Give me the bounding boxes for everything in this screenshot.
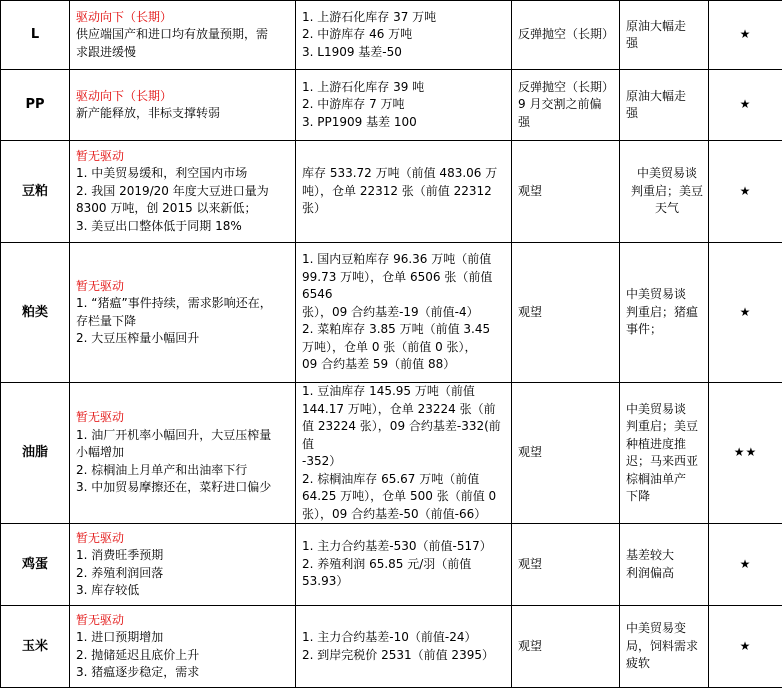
driver-label: 暂无驱动 (76, 278, 125, 293)
logic-line: 供应端国产和进口均有放量预期，需 (76, 27, 269, 42)
data-line: 1. 豆油库存 145.95 万吨（前值 (302, 384, 475, 398)
rating-stars: ★ (709, 141, 782, 243)
data-line: 09 合约基差 59（前值 88） (302, 357, 456, 372)
logic-line: 存栏量下降 (76, 313, 137, 328)
strategy-view-cell (512, 141, 620, 243)
data-line: 吨），仓单 22312 张（前值 22312 (302, 183, 492, 198)
rating-stars: ★ (709, 1, 782, 70)
data-line: 值 23224 张），09 合约基差-332(前值 (302, 419, 501, 451)
view-line: 反弹抛空（长期） (518, 27, 615, 42)
risk-cell (620, 606, 709, 688)
risk-line: 原油大幅走 (626, 18, 687, 33)
data-line: 2. 到岸完税价 2531（前值 2395） (302, 647, 494, 662)
commodity-name-cell: 豆粕 (1, 141, 70, 243)
driver-logic-cell (70, 141, 296, 243)
strategy-view-cell (512, 606, 620, 688)
commodity-name-cell: L (1, 1, 70, 70)
strategy-view-cell (512, 243, 620, 383)
risk-line: 利润偏高 (626, 565, 675, 580)
logic-line: 2. 我国 2019/20 年度大豆进口量为 (76, 183, 269, 198)
data-line: 库存 533.72 万吨（前值 483.06 万 (302, 166, 498, 181)
table-row (1, 606, 782, 688)
risk-line: 强 (626, 106, 639, 120)
risk-line: 中美贸易变 (626, 621, 687, 636)
risk-line: 原油大幅走 (626, 88, 687, 103)
table-row (1, 524, 782, 606)
view-line: 观望 (518, 183, 543, 198)
data-line: 1. 主力合约基差-530（前值-517） (302, 539, 492, 554)
data-line: 1. 上游石化库存 39 吨 (302, 79, 425, 94)
risk-line: 中美贸易谈 (626, 287, 687, 302)
table-row (1, 1, 782, 70)
data-line: 2. 中游库存 7 万吨 (302, 97, 405, 112)
logic-line: 3. 库存较低 (76, 583, 140, 597)
data-line: 张），09 合约基差-50（前值-66） (302, 506, 487, 521)
logic-line: 8300 万吨，创 2015 以来新低； (76, 201, 257, 216)
risk-line: 判重启；美豆 (626, 419, 699, 433)
logic-line: 1. “猪瘟”事件持续，需求影响还在， (76, 296, 272, 310)
commodity-name-cell: 油脂 (1, 383, 70, 524)
data-line: 1. 主力合约基差-10（前值-24） (302, 630, 477, 644)
risk-line: 种植进度推 (626, 436, 687, 451)
view-line: 反弹抛空（长期） (518, 79, 615, 94)
rating-stars: ★ (709, 243, 782, 383)
driver-logic-cell (70, 524, 296, 606)
risk-line: 局，饲料需求 (626, 638, 699, 653)
fundamental-data-cell (296, 1, 512, 70)
driver-logic-cell (70, 383, 296, 524)
data-line: 3. PP1909 基差 100 (302, 114, 417, 129)
logic-line: 3. 中加贸易摩擦还在，菜籽进口偏少 (76, 480, 272, 495)
view-line: 9 月交割之前偏 (518, 97, 602, 112)
table-body (1, 1, 782, 688)
commodity-name-cell: PP (1, 70, 70, 141)
risk-line: 判重启；美豆 (630, 183, 703, 198)
strategy-view-cell (512, 70, 620, 141)
fundamental-data-cell (296, 243, 512, 383)
rating-stars: ★★ (709, 383, 782, 524)
logic-line: 1. 中美贸易缓和，利空国内市场 (76, 166, 248, 181)
risk-cell (620, 141, 709, 243)
data-line: 张） (302, 201, 327, 216)
risk-line: 中美贸易谈 (636, 166, 697, 181)
driver-label: 驱动向下（长期） (76, 9, 173, 24)
logic-line: 2. 棕榈油上月单产和出油率下行 (76, 462, 248, 477)
commodity-name-cell: 玉米 (1, 606, 70, 688)
fundamental-data-cell (296, 524, 512, 606)
driver-label: 暂无驱动 (76, 612, 125, 627)
logic-line: 3. 猪瘟逐步稳定，需求 (76, 665, 200, 679)
logic-line: 1. 进口预期增加 (76, 630, 164, 644)
risk-line: 中美贸易谈 (626, 401, 687, 416)
data-line: 2. 养殖利润 65.85 元/羽（前值 (302, 556, 472, 571)
risk-cell (620, 524, 709, 606)
table-row (1, 70, 782, 141)
view-line: 观望 (518, 556, 543, 571)
risk-line: 棕榈油单产 (626, 471, 687, 486)
data-line: 144.17 万吨），仓单 23224 张（前 (302, 401, 496, 416)
driver-label: 暂无驱动 (76, 530, 125, 545)
data-line: 1. 国内豆粕库存 96.36 万吨（前值 (302, 252, 492, 267)
risk-line: 下降 (626, 489, 651, 503)
logic-line: 小幅增加 (76, 445, 125, 460)
logic-line: 1. 消费旺季预期 (76, 548, 164, 562)
driver-label: 驱动向下（长期） (76, 88, 173, 103)
rating-stars: ★ (709, 524, 782, 606)
table-row (1, 383, 782, 524)
risk-line: 迟；马来西亚 (626, 454, 699, 468)
logic-line: 求跟进缓慢 (76, 44, 137, 59)
strategy-view-cell (512, 1, 620, 70)
rating-stars: ★ (709, 70, 782, 141)
data-line: -352） (302, 454, 342, 468)
data-line: 99.73 万吨），仓单 6506 张（前值 (302, 269, 493, 284)
risk-cell (620, 243, 709, 383)
data-line: 张），09 合约基差-19（前值-4） (302, 304, 479, 319)
strategy-view-cell (512, 524, 620, 606)
view-line: 强 (518, 114, 531, 129)
data-line: 2. 菜粕库存 3.85 万吨（前值 3.45 (302, 322, 491, 337)
logic-line: 新产能释放，非标支撑转弱 (76, 106, 221, 120)
risk-line: 判重启；猪瘟 (626, 304, 699, 319)
risk-line: 疲软 (626, 656, 651, 671)
driver-logic-cell (70, 243, 296, 383)
data-line: 6546 (302, 287, 333, 302)
table-row (1, 141, 782, 243)
view-line: 观望 (518, 445, 543, 460)
data-line: 53.93） (302, 574, 349, 589)
risk-cell (620, 383, 709, 524)
risk-line: 强 (626, 36, 639, 50)
logic-line: 1. 油厂开机率小幅回升，大豆压榨量 (76, 427, 272, 442)
risk-cell (620, 70, 709, 141)
table-row (1, 243, 782, 383)
data-line: 万吨），仓单 0 张（前值 0 张）， (302, 339, 477, 354)
data-line: 64.25 万吨），仓单 500 张（前值 0 (302, 489, 497, 503)
rating-stars: ★ (709, 606, 782, 688)
logic-line: 2. 大豆压榨量小幅回升 (76, 331, 200, 345)
fundamental-data-cell (296, 383, 512, 524)
data-line: 1. 上游石化库存 37 万吨 (302, 9, 437, 24)
data-line: 2. 中游库存 46 万吨 (302, 27, 413, 42)
logic-line: 2. 养殖利润回落 (76, 565, 164, 580)
logic-line: 2. 抛储延迟且底价上升 (76, 647, 200, 662)
driver-label: 暂无驱动 (76, 148, 125, 163)
commodity-name-cell: 鸡蛋 (1, 524, 70, 606)
commodity-name-cell: 粕类 (1, 243, 70, 383)
fundamental-data-cell (296, 141, 512, 243)
driver-logic-cell (70, 1, 296, 70)
view-line: 观望 (518, 304, 543, 319)
data-line: 2. 棕榈油库存 65.67 万吨（前值 (302, 471, 480, 486)
risk-line: 事件； (626, 322, 663, 337)
driver-logic-cell (70, 606, 296, 688)
fundamental-data-cell (296, 606, 512, 688)
view-line: 观望 (518, 638, 543, 653)
risk-cell (620, 1, 709, 70)
fundamental-data-cell (296, 70, 512, 141)
data-line: 3. L1909 基差-50 (302, 44, 402, 59)
strategy-view-cell (512, 383, 620, 524)
driver-label: 暂无驱动 (76, 410, 125, 425)
driver-logic-cell (70, 70, 296, 141)
risk-line: 天气 (654, 201, 679, 216)
risk-line: 基差较大 (626, 548, 675, 562)
logic-line: 3. 美豆出口整体低于同期 18% (76, 218, 242, 233)
